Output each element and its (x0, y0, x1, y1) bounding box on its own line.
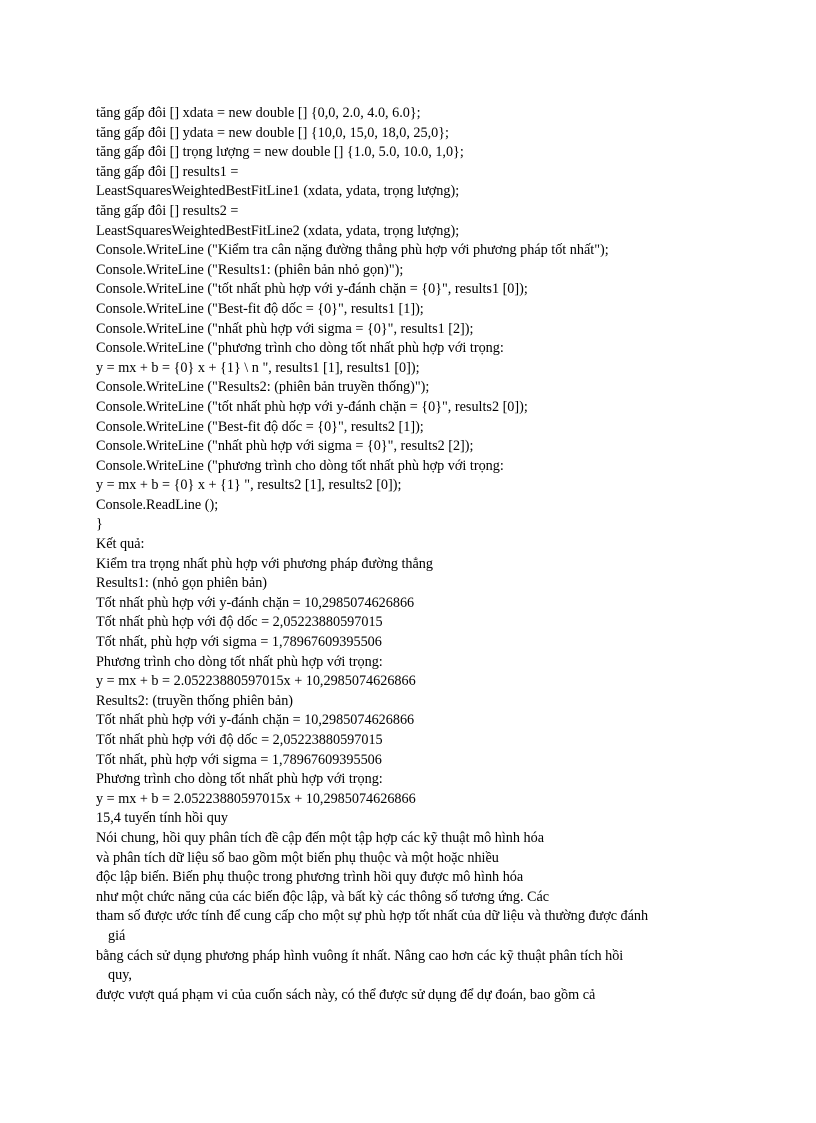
code-line: Console.WriteLine ("Results2: (phiên bản truyền thống)"); (96, 379, 430, 396)
code-line: y = mx + b = {0} x + {1} ", results2 [1], results2 [0]); (96, 477, 402, 494)
code-line: Console.WriteLine ("Results1: (phiên bản nhỏ gọn)"); (96, 261, 404, 278)
paragraph-line: được vượt quá phạm vi của cuốn sách này, có thể được sử dụng để dự đoán, bao gồm cả (96, 986, 596, 1003)
result-line: y = mx + b = 2.05223880597015x + 10,2985074626866 (96, 673, 416, 690)
code-line: tăng gấp đôi [] ydata = new double [] {10,0, 15,0, 18,0, 25,0}; (96, 124, 449, 141)
results-heading: Kết quả: (96, 536, 145, 553)
result-line: Phương trình cho dòng tốt nhất phù hợp với trọng: (96, 653, 383, 670)
code-line: tăng gấp đôi [] xdata = new double [] {0,0, 2.0, 4.0, 6.0}; (96, 105, 421, 121)
result-line: Results1: (nhỏ gọn phiên bản) (96, 575, 268, 592)
section-heading: 15,4 tuyến tính hồi quy (96, 810, 229, 827)
result-line: Kiểm tra trọng nhất phù hợp với phương pháp đường thẳng (96, 555, 433, 572)
code-line: y = mx + b = {0} x + {1} \ n ", results1 [1], results1 [0]); (96, 359, 420, 376)
result-line: Phương trình cho dòng tốt nhất phù hợp với trọng: (96, 771, 383, 788)
paragraph-line: và phân tích dữ liệu số bao gồm một biến phụ thuộc và một hoặc nhiều (96, 849, 499, 866)
result-line: y = mx + b = 2.05223880597015x + 10,2985074626866 (96, 790, 416, 807)
paragraph-line: bằng cách sử dụng phương pháp hình vuông ít nhất. Nâng cao hơn các kỹ thuật phân tích hồi (96, 947, 624, 964)
paragraph-line: độc lập biến. Biến phụ thuộc trong phương trình hồi quy được mô hình hóa (96, 869, 524, 886)
result-line: Tốt nhất, phù hợp với sigma = 1,78967609395506 (96, 634, 382, 651)
code-line: LeastSquaresWeightedBestFitLine2 (xdata, ydata, trọng lượng); (96, 222, 460, 239)
code-line: Console.WriteLine ("nhất phù hợp với sigma = {0}", results1 [2]); (96, 320, 474, 337)
code-line: tăng gấp đôi [] results2 = (96, 202, 239, 219)
code-line: } (96, 516, 103, 533)
result-line: Tốt nhất, phù hợp với sigma = 1,78967609395506 (96, 751, 382, 768)
code-line: Console.WriteLine ("Best-fit độ dốc = {0}", results1 [1]); (96, 300, 424, 317)
code-line: Console.WriteLine ("phương trình cho dòng tốt nhất phù hợp với trọng: (96, 457, 504, 474)
code-line: tăng gấp đôi [] results1 = (96, 163, 239, 180)
result-line: Tốt nhất phù hợp với độ dốc = 2,05223880597015 (96, 614, 383, 631)
code-line: Console.WriteLine ("Kiểm tra cân nặng đường thẳng phù hợp với phương pháp tốt nhất"); (96, 242, 609, 259)
paragraph-line: như một chức năng của các biến độc lập, và bất kỳ các thông số tương ứng. Các (96, 888, 550, 905)
result-line: Tốt nhất phù hợp với độ dốc = 2,05223880597015 (96, 732, 383, 748)
code-line: LeastSquaresWeightedBestFitLine1 (xdata, ydata, trọng lượng); (96, 183, 460, 200)
code-line: tăng gấp đôi [] trọng lượng = new double [] {1.0, 5.0, 10.0, 1,0}; (96, 144, 464, 161)
paragraph-line: Nói chung, hồi quy phân tích đề cập đến một tập hợp các kỹ thuật mô hình hóa (96, 829, 545, 846)
code-line: Console.ReadLine (); (96, 496, 219, 513)
result-line: Tốt nhất phù hợp với y-đánh chặn = 10,2985074626866 (96, 712, 415, 729)
result-line: Tốt nhất phù hợp với y-đánh chặn = 10,2985074626866 (96, 594, 415, 611)
code-line: Console.WriteLine ("nhất phù hợp với sigma = {0}", results2 [2]); (96, 438, 474, 455)
document-body (96, 104, 796, 1005)
paragraph-line: giá (108, 927, 126, 944)
result-line: Results2: (truyền thống phiên bản) (96, 692, 294, 709)
code-line: Console.WriteLine ("Best-fit độ dốc = {0}", results2 [1]); (96, 418, 424, 435)
paragraph-line: tham số được ước tính để cung cấp cho một sự phù hợp tốt nhất của dữ liệu và thường được đánh (96, 908, 649, 925)
code-line: Console.WriteLine ("tốt nhất phù hợp với y-đánh chặn = {0}", results2 [0]); (96, 398, 528, 415)
code-line: Console.WriteLine ("tốt nhất phù hợp với y-đánh chặn = {0}", results1 [0]); (96, 281, 528, 298)
code-line: Console.WriteLine ("phương trình cho dòng tốt nhất phù hợp với trọng: (96, 340, 504, 357)
paragraph-line: quy, (108, 967, 132, 984)
